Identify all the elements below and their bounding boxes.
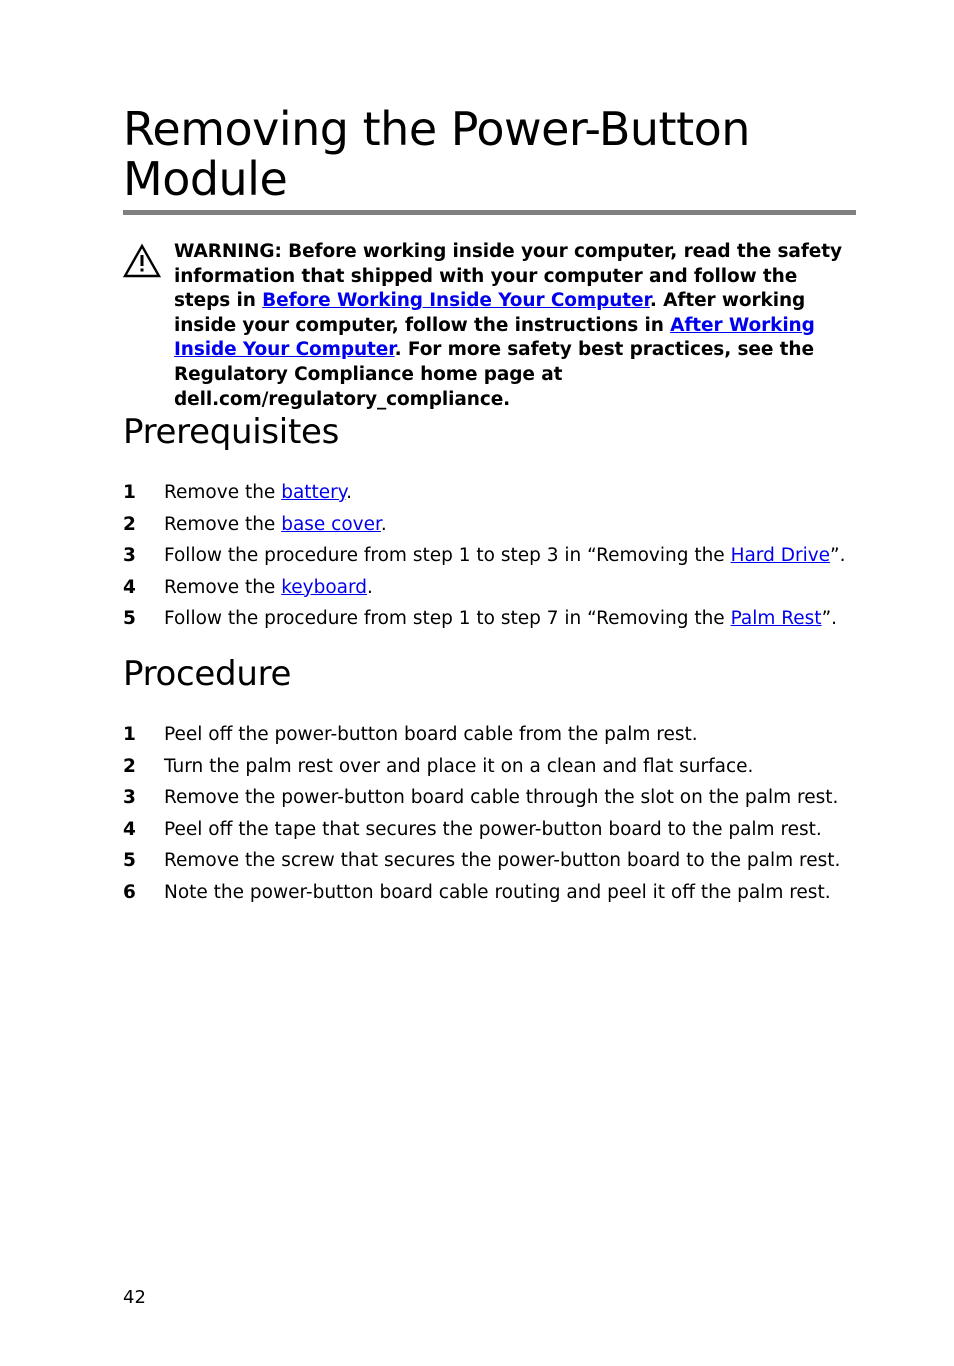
step-text: ”. xyxy=(830,545,846,567)
prerequisites-heading: Prerequisites xyxy=(123,412,340,452)
step-number: 5 xyxy=(123,608,136,630)
warning-text-part: WARNING: Before working inside your computer, read the safety information that shipped with your computer and follow the steps in xyxy=(174,241,842,312)
step-number: 4 xyxy=(123,818,136,840)
list-item xyxy=(123,787,863,819)
step-text: Peel off the power-button board cable from the palm rest. xyxy=(164,724,698,745)
after-working-link[interactable]: After Working Inside Your Computer xyxy=(174,314,815,361)
step-text: Note the power-button board cable routing and peel it off the palm rest. xyxy=(164,881,831,903)
step-text: Remove the screw that secures the power-button board to the palm rest. xyxy=(164,850,841,872)
list-item xyxy=(123,724,863,756)
list-item xyxy=(123,819,863,851)
step-text: Peel off the tape that secures the power-button board to the palm rest. xyxy=(164,818,822,840)
step-text: . xyxy=(346,482,352,503)
step-number: 3 xyxy=(123,545,136,567)
keyboard-link[interactable]: keyboard xyxy=(281,576,368,598)
list-item xyxy=(123,756,863,788)
procedure-list xyxy=(123,724,863,914)
step-text: Follow the procedure from step 1 to step 3 in “Removing the xyxy=(164,545,731,567)
title-rule xyxy=(123,210,856,215)
list-item xyxy=(123,545,863,577)
step-number: 3 xyxy=(123,787,136,809)
list-item xyxy=(123,514,863,546)
procedure-heading: Procedure xyxy=(123,654,292,694)
warning-triangle-icon xyxy=(122,243,162,279)
battery-link[interactable]: battery xyxy=(281,482,347,503)
list-item xyxy=(123,882,863,914)
step-text: . xyxy=(380,513,387,535)
step-number: 1 xyxy=(123,482,136,503)
warning-note xyxy=(174,240,854,412)
hard-drive-link[interactable]: Hard Drive xyxy=(730,545,831,567)
step-number: 2 xyxy=(123,513,136,535)
step-number: 2 xyxy=(123,755,136,777)
page-title: Removing the Power-Button Module xyxy=(123,102,750,206)
step-number: 5 xyxy=(123,850,136,872)
page-number: 42 xyxy=(123,1287,146,1308)
list-item xyxy=(123,850,863,882)
warning-text-part: . For more safety best practices, see the Regulatory Compliance home page at dell.com/regulatory_compliance. xyxy=(174,339,814,410)
step-text: Remove the xyxy=(164,576,282,598)
step-number: 1 xyxy=(123,724,136,745)
step-text: Remove the xyxy=(164,513,282,535)
prerequisites-list xyxy=(123,482,863,640)
step-text: Follow the procedure from step 1 to step 7 in “Removing the xyxy=(164,608,731,630)
step-text: Remove the power-button board cable through the slot on the palm rest. xyxy=(164,787,839,809)
step-text: Turn the palm rest over and place it on a clean and flat surface. xyxy=(164,755,754,777)
base-cover-link[interactable]: base cover xyxy=(281,513,381,535)
warning-text-part: . After working inside your computer, follow the instructions in xyxy=(174,290,806,336)
step-text: ”. xyxy=(821,608,838,630)
step-number: 4 xyxy=(123,576,136,598)
list-item xyxy=(123,482,863,514)
palm-rest-link[interactable]: Palm Rest xyxy=(730,608,822,630)
step-text: Remove the xyxy=(164,482,282,503)
list-item xyxy=(123,608,863,640)
step-text: . xyxy=(367,576,373,598)
step-number: 6 xyxy=(123,881,136,903)
before-working-link[interactable]: Before Working Inside Your Computer xyxy=(262,290,650,312)
list-item xyxy=(123,577,863,609)
